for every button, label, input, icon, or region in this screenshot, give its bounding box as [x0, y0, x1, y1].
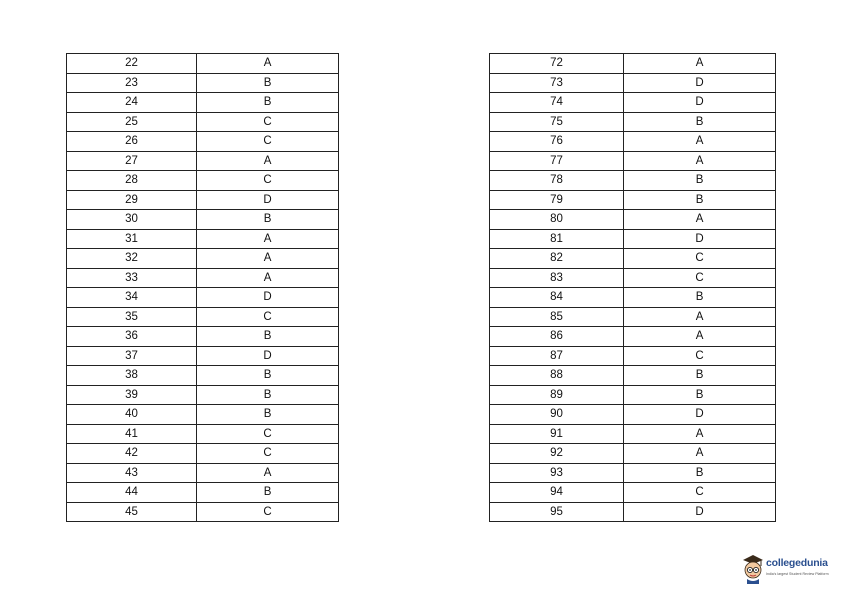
table-row [67, 210, 339, 230]
answer-cell: B [197, 93, 339, 113]
table-row [490, 210, 776, 230]
question-number-cell: 80 [490, 210, 624, 230]
answer-cell: A [624, 54, 776, 74]
answer-cell: A [197, 268, 339, 288]
answer-cell: B [197, 327, 339, 347]
table-row [490, 93, 776, 113]
answer-cell: B [624, 288, 776, 308]
question-number-cell: 94 [490, 483, 624, 503]
table-row [490, 385, 776, 405]
answer-cell: B [197, 210, 339, 230]
answer-key-table-right [489, 53, 776, 522]
question-number-cell: 36 [67, 327, 197, 347]
question-number-cell: 95 [490, 502, 624, 522]
question-number-cell: 40 [67, 405, 197, 425]
table-row [67, 366, 339, 386]
table-row [490, 73, 776, 93]
question-number-cell: 25 [67, 112, 197, 132]
table-row [490, 268, 776, 288]
table-row [490, 54, 776, 74]
table-row [490, 327, 776, 347]
question-number-cell: 74 [490, 93, 624, 113]
answer-cell: D [197, 346, 339, 366]
question-number-cell: 72 [490, 54, 624, 74]
question-number-cell: 75 [490, 112, 624, 132]
table-row [67, 73, 339, 93]
table-row [490, 502, 776, 522]
answer-cell: B [197, 483, 339, 503]
question-number-cell: 78 [490, 171, 624, 191]
answer-cell: A [624, 132, 776, 152]
table-row [67, 502, 339, 522]
question-number-cell: 38 [67, 366, 197, 386]
answer-cell: A [624, 151, 776, 171]
answer-cell: A [624, 327, 776, 347]
answer-cell: A [624, 307, 776, 327]
table-row [490, 346, 776, 366]
answer-cell: C [197, 307, 339, 327]
question-number-cell: 39 [67, 385, 197, 405]
table-row [490, 171, 776, 191]
answer-cell: D [624, 73, 776, 93]
table-row [67, 93, 339, 113]
answer-cell: A [624, 210, 776, 230]
table-row [490, 424, 776, 444]
table-row [67, 346, 339, 366]
logo-wordmark: collegedunia [766, 557, 828, 569]
answer-cell: C [197, 132, 339, 152]
question-number-cell: 28 [67, 171, 197, 191]
question-number-cell: 91 [490, 424, 624, 444]
answer-cell: C [624, 268, 776, 288]
question-number-cell: 89 [490, 385, 624, 405]
answer-cell: B [197, 405, 339, 425]
question-number-cell: 33 [67, 268, 197, 288]
table-row [490, 444, 776, 464]
question-number-cell: 35 [67, 307, 197, 327]
question-number-cell: 86 [490, 327, 624, 347]
table-row [490, 151, 776, 171]
answer-cell: B [624, 366, 776, 386]
answer-key-table-left [66, 53, 339, 522]
question-number-cell: 44 [67, 483, 197, 503]
answer-cell: D [197, 288, 339, 308]
question-number-cell: 84 [490, 288, 624, 308]
answer-cell: A [197, 151, 339, 171]
table-row [67, 483, 339, 503]
table-row [67, 171, 339, 191]
answer-cell: A [624, 444, 776, 464]
answer-cell: B [197, 366, 339, 386]
answer-cell: A [197, 54, 339, 74]
answer-cell: B [624, 385, 776, 405]
question-number-cell: 30 [67, 210, 197, 230]
question-number-cell: 93 [490, 463, 624, 483]
question-number-cell: 24 [67, 93, 197, 113]
table-row [490, 249, 776, 269]
question-number-cell: 79 [490, 190, 624, 210]
table-row [490, 463, 776, 483]
table-row [67, 151, 339, 171]
answer-cell: D [624, 229, 776, 249]
answer-cell: C [197, 444, 339, 464]
table-row [67, 132, 339, 152]
question-number-cell: 41 [67, 424, 197, 444]
question-number-cell: 31 [67, 229, 197, 249]
table-row [67, 327, 339, 347]
question-number-cell: 92 [490, 444, 624, 464]
table-row [67, 190, 339, 210]
answer-cell: B [624, 112, 776, 132]
answer-cell: D [197, 190, 339, 210]
answer-cell: B [624, 171, 776, 191]
question-number-cell: 45 [67, 502, 197, 522]
answer-cell: C [624, 249, 776, 269]
question-number-cell: 73 [490, 73, 624, 93]
answer-cell: B [624, 463, 776, 483]
question-number-cell: 29 [67, 190, 197, 210]
collegedunia-logo [740, 552, 838, 584]
answer-cell: C [197, 424, 339, 444]
student-mascot-icon [740, 552, 766, 584]
table-row [67, 229, 339, 249]
answer-cell: D [624, 502, 776, 522]
table-row [490, 229, 776, 249]
question-number-cell: 32 [67, 249, 197, 269]
table-row [67, 405, 339, 425]
table-row [67, 307, 339, 327]
question-number-cell: 81 [490, 229, 624, 249]
answer-cell: C [624, 346, 776, 366]
table-row [490, 483, 776, 503]
table-row [490, 405, 776, 425]
question-number-cell: 87 [490, 346, 624, 366]
table-row [67, 268, 339, 288]
answer-cell: A [197, 463, 339, 483]
question-number-cell: 34 [67, 288, 197, 308]
table-row [490, 132, 776, 152]
table-row [490, 190, 776, 210]
question-number-cell: 26 [67, 132, 197, 152]
table-row [67, 112, 339, 132]
question-number-cell: 88 [490, 366, 624, 386]
answer-cell: B [197, 385, 339, 405]
table-row [67, 288, 339, 308]
answer-cell: C [624, 483, 776, 503]
question-number-cell: 90 [490, 405, 624, 425]
table-row [67, 463, 339, 483]
question-number-cell: 76 [490, 132, 624, 152]
answer-cell: C [197, 112, 339, 132]
answer-cell: B [624, 190, 776, 210]
table-row [67, 249, 339, 269]
question-number-cell: 43 [67, 463, 197, 483]
table-row [67, 385, 339, 405]
answer-cell: C [197, 171, 339, 191]
question-number-cell: 37 [67, 346, 197, 366]
answer-cell: B [197, 73, 339, 93]
question-number-cell: 85 [490, 307, 624, 327]
table-row [67, 54, 339, 74]
answer-cell: D [624, 405, 776, 425]
table-row [490, 366, 776, 386]
table-row [67, 424, 339, 444]
logo-tagline: India's largest Student Review Platform [766, 572, 829, 576]
table-row [490, 288, 776, 308]
question-number-cell: 83 [490, 268, 624, 288]
answer-cell: C [197, 502, 339, 522]
question-number-cell: 27 [67, 151, 197, 171]
question-number-cell: 77 [490, 151, 624, 171]
question-number-cell: 22 [67, 54, 197, 74]
answer-cell: A [197, 229, 339, 249]
question-number-cell: 82 [490, 249, 624, 269]
table-row [490, 112, 776, 132]
question-number-cell: 23 [67, 73, 197, 93]
table-row [67, 444, 339, 464]
question-number-cell: 42 [67, 444, 197, 464]
answer-cell: A [624, 424, 776, 444]
answer-cell: D [624, 93, 776, 113]
answer-cell: A [197, 249, 339, 269]
table-row [490, 307, 776, 327]
